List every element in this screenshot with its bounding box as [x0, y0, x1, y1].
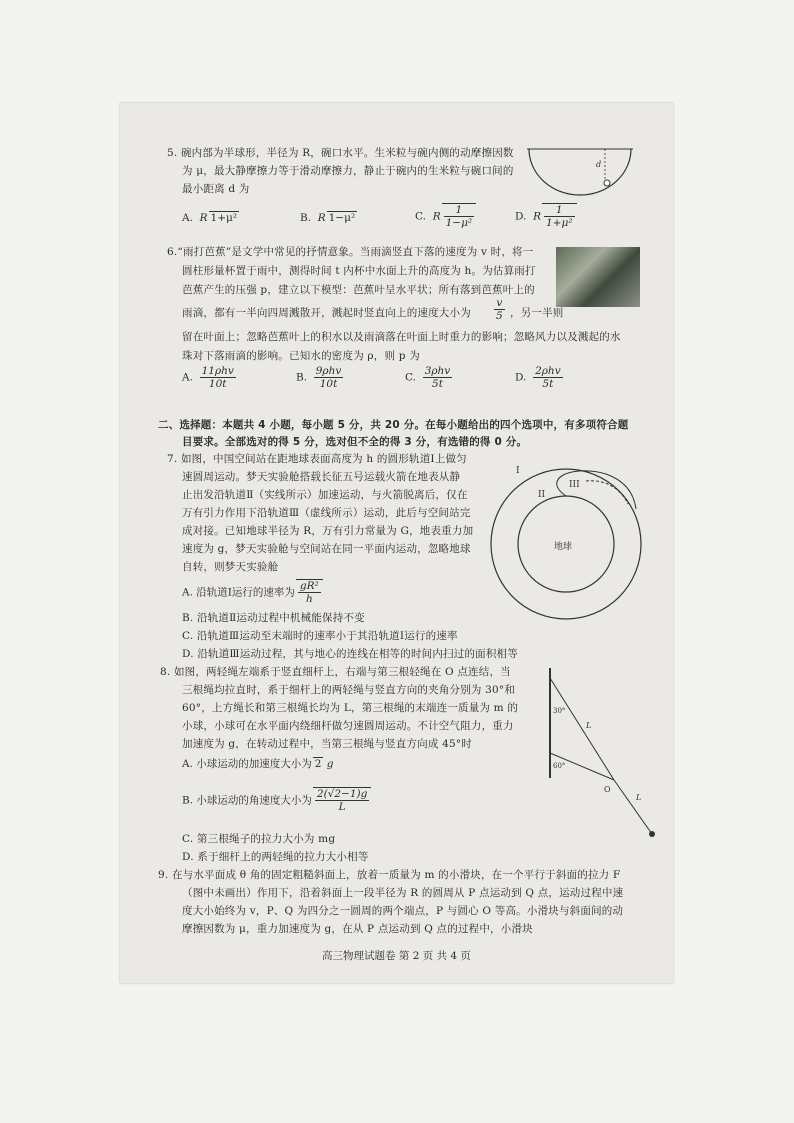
- q8-line-5: 加速度为 g，在转动过程中，当第三根绳与竖直方向成 45°时: [182, 738, 473, 750]
- q5-option-a: A. R 1+μ²: [182, 212, 238, 224]
- q8-line-3: 60°，上方绳长和第三根绳长均为 L，第三根绳的末端连一质量为 m 的: [182, 702, 519, 714]
- q7-line-4: 万有引力作用下沿轨道Ⅲ（虚线所示）运动，此后与空间站完: [182, 507, 471, 519]
- q6-option-a: A. $\frac{\text{11ρhv}}{10t}$: [182, 365, 234, 390]
- q5-line-3: 最小距离 d 为: [182, 183, 250, 195]
- rope-l-upper-label: L: [586, 721, 592, 730]
- orbit-label-iii: III: [569, 480, 580, 490]
- q8-option-b: B. 小球运动的角速度大小为 $\frac{2(√2-1)g}{L}$: [182, 787, 371, 813]
- exam-paper: [120, 103, 673, 983]
- q6-line-4: 雨滴，都有一半向四周溅散开，溅起时竖直向上的速度大小为: [182, 307, 471, 319]
- q6-option-b: B. $\frac{\text{9ρhv}}{10t}$: [296, 365, 342, 390]
- section2-heading-1: 二、选择题：本题共 4 小题，每小题 5 分，共 20 分。在每小题给出的四个选项中，有多项符合题: [158, 419, 629, 431]
- q6-v-over-5: $\frac{v}{5}$: [496, 297, 503, 322]
- q8-line-1: 8. 如图，两轻绳左端系于竖直细杆上，右端与第三根轻绳在 O 点连结，当: [160, 666, 511, 678]
- banana-leaf-photo: [556, 247, 640, 307]
- q6-line-3: 芭蕉产生的压强 p，建立以下模型：芭蕉叶呈水平状；所有落到芭蕉叶上的: [182, 284, 535, 296]
- orbit-label-ii: II: [538, 490, 546, 500]
- bowl-d-label: d: [596, 160, 602, 169]
- q7-line-5: 成对接。已知地球半径为 R，万有引力常量为 G，地表重力加: [182, 525, 474, 537]
- q9-line-2: （图中未画出）作用下，沿着斜面上一段半径为 R 的圆周从 P 点运动到 Q 点，运动过程中速: [182, 887, 624, 899]
- q6-line-6: 珠对下落雨滴的影响。已知水的密度为 ρ，则 p 为: [182, 350, 420, 362]
- q8-line-2: 三根绳均拉直时，系于细杆上的两轻绳与竖直方向的夹角分别为 30°和: [182, 684, 516, 696]
- q6-option-c: C. $\frac{\text{3ρhv}}{5t}$: [405, 365, 451, 390]
- q5-option-b: B. R 1−μ²: [300, 212, 356, 224]
- q8-line-4: 小球，小球可在水平面内绕细杆做匀速圆周运动。不计空气阻力，重力: [182, 720, 514, 732]
- q8-option-a: A. 小球运动的加速度大小为 2 g: [182, 758, 334, 770]
- q8-option-c: C. 第三根绳子的拉力大小为 mg: [182, 833, 336, 845]
- q8-option-d: D. 系于细杆上的两轻绳的拉力大小相等: [182, 851, 369, 863]
- q5-option-d: D. R $\frac{1}{\text{1+μ²}}$: [515, 203, 577, 229]
- orbit-label-i: I: [516, 466, 520, 476]
- rope-figure: [540, 668, 660, 838]
- q7-option-b: B. 沿轨道Ⅱ运动过程中机械能保持不变: [182, 612, 365, 624]
- q7-option-d: D. 沿轨道Ⅲ运动过程，其与地心的连线在相等的时间内扫过的面积相等: [182, 648, 518, 660]
- page-footer: 高三物理试题卷 第 2 页 共 4 页: [322, 950, 471, 962]
- angle-30-label: 30°: [553, 707, 566, 715]
- q9-line-4: 摩擦因数为 μ，重力加速度为 g，在从 P 点运动到 Q 点的过程中，小滑块: [182, 923, 533, 935]
- q9-line-3: 度大小始终为 v，P、Q 为四分之一圆周的两个端点，P 与圆心 O 等高。小滑块与斜面间的动: [182, 905, 624, 917]
- point-o-label: O: [604, 785, 611, 794]
- q7-option-a: A. 沿轨道Ⅰ运行的速率为 $\frac{\text{gR²}}{h}$: [182, 579, 323, 605]
- q7-line-3: 止出发沿轨道Ⅱ（实线所示）加速运动，与火箭脱离后，仅在: [182, 489, 468, 501]
- q7-option-c: C. 沿轨道Ⅲ运动至末端时的速率小于其沿轨道Ⅰ运行的速率: [182, 630, 458, 642]
- q5-line-2: 为 μ，最大静摩擦力等于滑动摩擦力，静止于碗内的生米粒与碗口间的: [182, 165, 514, 177]
- q9-line-1: 9. 在与水平面成 θ 角的固定粗糙斜面上，放着一质量为 m 的小滑块，在一个平行于斜面的拉力 F: [158, 869, 621, 881]
- q6-line-2: 圆柱形量杯置于雨中，测得时间 t 内杯中水面上升的高度为 h。为估算雨打: [182, 265, 536, 277]
- q6-line-1: 6.“雨打芭蕉”是文学中常见的抒情意象。当雨滴竖直下落的速度为 v 时，将一: [167, 246, 534, 258]
- q7-line-7: 自转，则梦天实验舱: [182, 561, 279, 573]
- section2-heading-2: 目要求。全部选对的得 5 分，选对但不全的得 3 分，有选错的得 0 分。: [182, 436, 528, 448]
- rope-l-lower-label: L: [636, 793, 642, 802]
- q6-line-5: 留在叶面上；忽略芭蕉叶上的积水以及雨滴落在叶面上时重力的影响；忽略风力以及溅起的水: [182, 331, 621, 343]
- q5-option-c: C. R $\frac{1}{\text{1−μ²}}$: [415, 203, 476, 229]
- bowl-figure: [525, 145, 635, 200]
- earth-label: 地球: [554, 542, 573, 552]
- q7-line-6: 速度为 g，梦天实验舱与空间站在同一平面内运动，忽略地球: [182, 543, 471, 555]
- q6-line-4b: ，另一半则: [510, 307, 564, 319]
- q7-line-1: 7. 如图，中国空间站在距地球表面高度为 h 的圆形轨道Ⅰ上做匀: [167, 453, 467, 465]
- q7-line-2: 速圆周运动。梦天实验舱搭载长征五号运载火箭在地表从静: [182, 471, 461, 483]
- q6-option-d: D. $\frac{\text{2ρhv}}{5t}$: [515, 365, 561, 390]
- angle-60-label: 60°: [553, 762, 566, 770]
- orbit-figure: [486, 459, 646, 619]
- q5-line-1: 5. 碗内部为半球形，半径为 R，碗口水平。生米粒与碗内侧的动摩擦因数: [167, 147, 514, 159]
